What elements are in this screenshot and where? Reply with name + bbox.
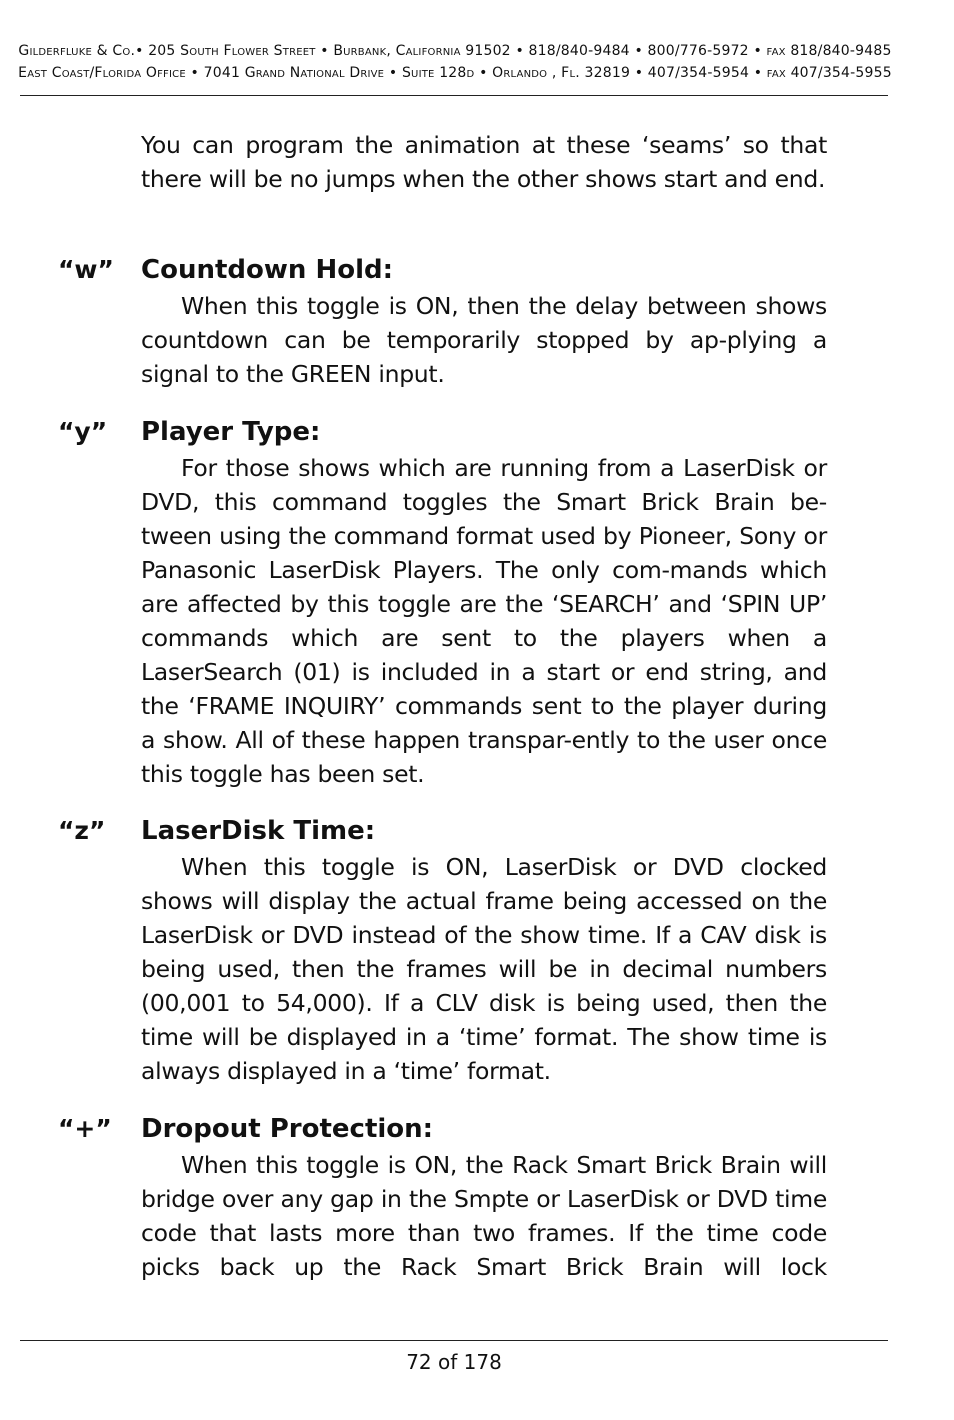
section-body-laserdisk-time: When this toggle is ON, LaserDisk or DVD clocked shows will display the actual frame being accessed on the LaserDisk or DVD instead of the show time. If a CAV disk is being used, then the frames will be in decimal numbers (00,001 to 54,000). If a CLV disk is being used, then the time will be displayed in a ‘time’ format. The show time is always displayed in a ‘time’ format. (141, 853, 827, 1085)
intro-paragraph: You can program the animation at these ‘seams’ so that there will be no jumps when the other shows start and end. (141, 131, 827, 193)
section-body-countdown-hold: When this toggle is ON, then the delay between shows countdown can be temporarily stopped by ap-plying a signal to the GREEN input. (141, 292, 827, 388)
header-address-line-2: East Coast/Florida Office • 7041 Grand National Drive • Suite 128d • Orlando , Fl. 32819 • 407/354-5954 • fax 407/354-5955 (18, 65, 892, 81)
section-body-dropout-protection: When this toggle is ON, the Rack Smart Brick Brain will bridge over any gap in the Smpte or LaserDisk or DVD time code that lasts more than two frames. If the time code picks back up the Rack Smart Brick Brain will lock (141, 1151, 827, 1281)
footer-divider (20, 1340, 888, 1341)
header-divider (20, 95, 888, 96)
section-key-z: “z” (58, 816, 106, 845)
section-key-plus: “+” (58, 1114, 112, 1143)
page-number: 72 of 178 (406, 1350, 502, 1374)
section-body-player-type: For those shows which are running from a LaserDisk or DVD, this command toggles the Smart Brick Brain be-tween using the command format used by Pioneer, Sony or Panasonic LaserDisk Players. The only com-mands which are affected by this toggle are the ‘SEARCH’ and ‘SPIN UP’ commands which are sent to the players when a LaserSearch (01) is included in a start or end string, and the ‘FRAME INQUIRY’ commands sent to the player during a show. All of these happen transpar-ently to the user once this toggle has been set. (141, 454, 827, 788)
section-key-w: “w” (58, 255, 114, 284)
page-header (0, 40, 910, 84)
section-key-y: “y” (58, 417, 108, 446)
section-title-player-type: Player Type: (141, 417, 321, 447)
section-title-countdown-hold: Countdown Hold: (141, 255, 393, 285)
section-title-dropout-protection: Dropout Protection: (141, 1114, 434, 1144)
header-address-line-1: Gilderfluke & Co.• 205 South Flower Street • Burbank, California 91502 • 818/840-9484 • 800/776-5972 • fax 818/840-9485 (18, 43, 892, 59)
section-title-laserdisk-time: LaserDisk Time: (141, 816, 376, 846)
